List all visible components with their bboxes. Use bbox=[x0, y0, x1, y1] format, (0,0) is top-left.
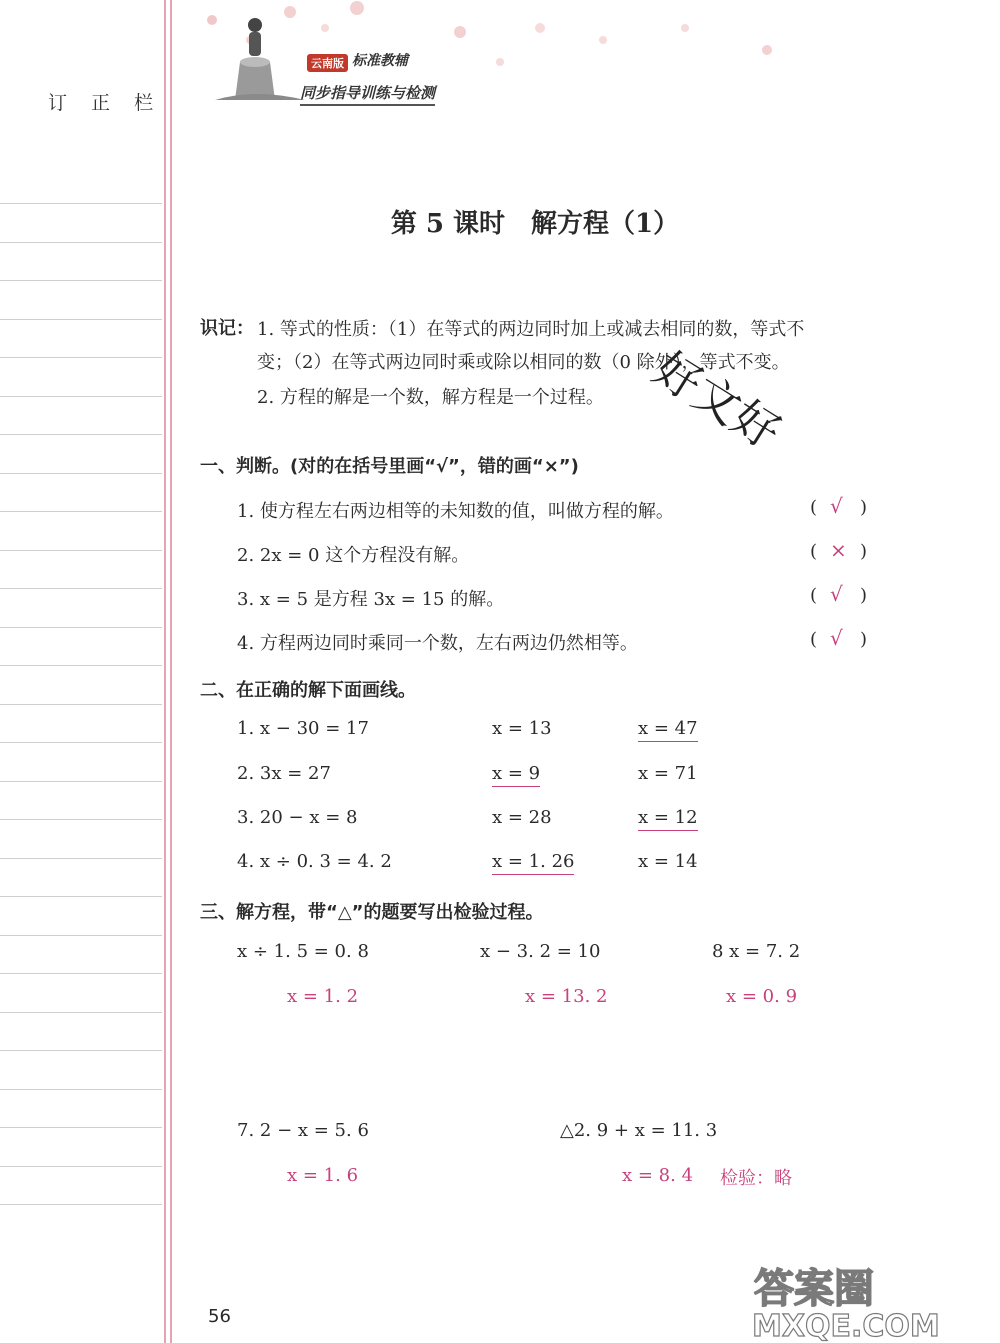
correction-rule-line bbox=[0, 1127, 162, 1128]
correction-rule-line bbox=[0, 781, 162, 782]
solve-3-equation: 8 x = 7. 2 bbox=[712, 941, 801, 962]
header-illustration bbox=[195, 0, 795, 110]
judge-item-1-paren-right: ) bbox=[860, 497, 868, 518]
underline-row-3-option-a: x = 28 bbox=[492, 807, 552, 828]
svg-text:MXQE.COM: MXQE.COM bbox=[752, 1309, 940, 1342]
lesson-title: 第 5 课时 解方程（1） bbox=[390, 209, 680, 239]
solve-5-equation: △2. 9 + x = 11. 3 bbox=[560, 1120, 718, 1141]
solve-5-check: 检验：略 bbox=[720, 1168, 792, 1189]
memo-line-1: 1. 等式的性质：（1）在等式的两边同时加上或减去相同的数，等式不 bbox=[257, 319, 805, 340]
correction-rule-line bbox=[0, 396, 162, 397]
judge-item-4-paren-left: ( bbox=[810, 629, 818, 650]
underline-row-3-option-b: x = 12 bbox=[638, 807, 698, 831]
judge-item-2-answer: × bbox=[830, 538, 847, 562]
solve-4-equation: 7. 2 − x = 5. 6 bbox=[237, 1120, 369, 1141]
margin-line-2 bbox=[170, 0, 172, 1343]
solve-2-equation: x − 3. 2 = 10 bbox=[480, 941, 601, 962]
correction-rule-line bbox=[0, 627, 162, 628]
correction-rule-line bbox=[0, 1050, 162, 1051]
correction-rule-line bbox=[0, 1012, 162, 1013]
svg-text:好文好: 好文好 bbox=[644, 340, 791, 460]
handwritten-note bbox=[640, 340, 810, 470]
judge-item-2-text: 2. 2x = 0 这个方程没有解。 bbox=[237, 545, 470, 566]
correction-rule-line bbox=[0, 550, 162, 551]
correction-rule-line bbox=[0, 1166, 162, 1167]
underline-row-2-option-b: x = 71 bbox=[638, 763, 698, 784]
solve-1-answer: x = 1. 2 bbox=[287, 986, 359, 1007]
correction-rule-line bbox=[0, 973, 162, 974]
judge-item-1-paren-left: ( bbox=[810, 497, 818, 518]
judge-item-4-answer: √ bbox=[830, 626, 843, 650]
correction-column-title: 订 正 栏 bbox=[48, 92, 163, 114]
section-2-heading: 二、在正确的解下面画线。 bbox=[200, 680, 416, 701]
correction-rule-line bbox=[0, 511, 162, 512]
correction-rule-line bbox=[0, 704, 162, 705]
correction-rule-line bbox=[0, 819, 162, 820]
correction-rule-line bbox=[0, 935, 162, 936]
memo-line-2: 变；（2）在等式两边同时乘或除以相同的数（0 除外），等式不变。 bbox=[257, 352, 790, 373]
series-name: 同步指导训练与检测 bbox=[300, 82, 435, 106]
site-watermark bbox=[748, 1262, 996, 1342]
correction-rule-line bbox=[0, 319, 162, 320]
correction-rule-line bbox=[0, 473, 162, 474]
memo-line-3: 2. 方程的解是一个数，解方程是一个过程。 bbox=[257, 387, 604, 408]
underline-row-4-equation: 4. x ÷ 0. 3 = 4. 2 bbox=[237, 851, 392, 872]
judge-item-3-answer: √ bbox=[830, 582, 843, 606]
correction-rule-line bbox=[0, 896, 162, 897]
solve-4-answer: x = 1. 6 bbox=[287, 1165, 359, 1186]
judge-item-3-paren-left: ( bbox=[810, 585, 818, 606]
judge-item-2-paren-right: ) bbox=[860, 541, 868, 562]
underline-row-1-equation: 1. x − 30 = 17 bbox=[237, 718, 369, 739]
correction-rule-line bbox=[0, 434, 162, 435]
underline-row-3-equation: 3. 20 − x = 8 bbox=[237, 807, 358, 828]
underline-row-1-option-a: x = 13 bbox=[492, 718, 552, 739]
underline-row-1-option-b: x = 47 bbox=[638, 718, 698, 742]
judge-item-3-text: 3. x = 5 是方程 3x = 15 的解。 bbox=[237, 589, 505, 610]
solve-1-equation: x ÷ 1. 5 = 0. 8 bbox=[237, 941, 369, 962]
correction-rule-line bbox=[0, 280, 162, 281]
svg-text:答案圈: 答案圈 bbox=[754, 1266, 874, 1312]
solve-3-answer: x = 0. 9 bbox=[726, 986, 798, 1007]
correction-rule-line bbox=[0, 742, 162, 743]
brand-name: 标准教辅 bbox=[352, 53, 408, 69]
section-3-heading: 三、解方程，带“△”的题要写出检验过程。 bbox=[200, 902, 544, 923]
underline-row-2-option-a: x = 9 bbox=[492, 763, 540, 787]
judge-item-3-paren-right: ) bbox=[860, 585, 868, 606]
judge-item-4-paren-right: ) bbox=[860, 629, 868, 650]
correction-rule-line bbox=[0, 858, 162, 859]
page-number: 56 bbox=[208, 1306, 231, 1327]
underline-row-4-option-b: x = 14 bbox=[638, 851, 698, 872]
section-1-heading: 一、判断。(对的在括号里画“√”，错的画“×”) bbox=[200, 456, 579, 477]
judge-item-2-paren-left: ( bbox=[810, 541, 818, 562]
correction-rule-line bbox=[0, 588, 162, 589]
judge-item-1-text: 1. 使方程左右两边相等的未知数的值，叫做方程的解。 bbox=[237, 501, 674, 522]
judge-item-1-answer: √ bbox=[830, 494, 843, 518]
memo-label: 识记： bbox=[200, 318, 254, 339]
correction-rule-line bbox=[0, 1089, 162, 1090]
correction-rule-line bbox=[0, 1204, 162, 1205]
solve-5-answer: x = 8. 4 bbox=[622, 1165, 694, 1186]
correction-rule-line bbox=[0, 357, 162, 358]
margin-line-1 bbox=[164, 0, 166, 1343]
correction-rule-line bbox=[0, 242, 162, 243]
judge-item-4-text: 4. 方程两边同时乘同一个数，左右两边仍然相等。 bbox=[237, 633, 638, 654]
brand-badge: 云南版 bbox=[307, 54, 348, 72]
underline-row-2-equation: 2. 3x = 27 bbox=[237, 763, 331, 784]
underline-row-4-option-a: x = 1. 26 bbox=[492, 851, 574, 875]
correction-rule-line bbox=[0, 665, 162, 666]
solve-2-answer: x = 13. 2 bbox=[525, 986, 608, 1007]
